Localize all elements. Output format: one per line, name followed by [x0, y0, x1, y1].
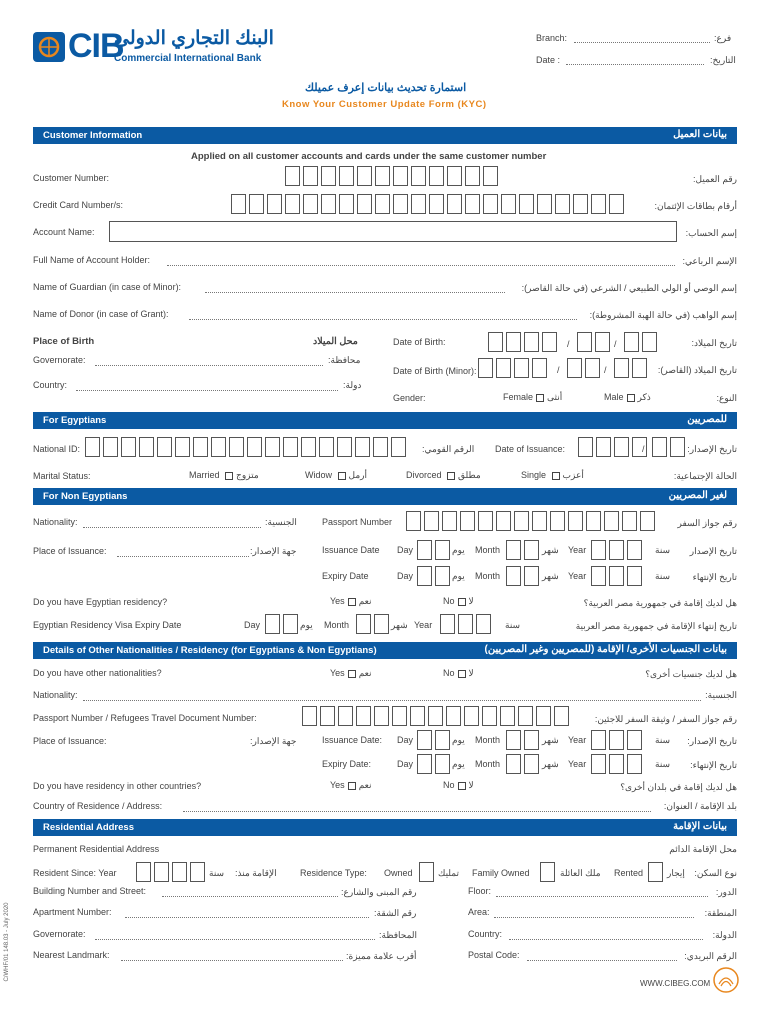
rented-label: Rented [614, 868, 644, 878]
website: WWW.CIBEG.COM [640, 979, 711, 988]
other-issuance-year-label: Year [568, 735, 587, 745]
family-owned-label: Family Owned [472, 868, 530, 878]
other-nat-yes-label: Yes [330, 668, 345, 678]
nationality-label: Nationality: [33, 517, 78, 527]
male-label: Male [604, 392, 624, 402]
other-expiry-month-label-ar: شهر [542, 759, 559, 769]
visa-day-label: Day [244, 620, 261, 630]
donor-field[interactable] [189, 319, 577, 320]
dob-month-cells[interactable] [577, 332, 613, 352]
credit-card-cells[interactable] [231, 194, 627, 214]
resident-since-cells[interactable] [136, 862, 208, 882]
bank-name-en: Commercial International Bank [114, 53, 262, 64]
customer-note: Applied on all customer accounts and cards under the same customer number [191, 151, 547, 162]
other-nationalities-label: Do you have other nationalities? [33, 668, 162, 678]
widow-label: Widow [305, 470, 333, 480]
issuance-date-label: Date of Issuance: [495, 444, 566, 454]
place-of-issuance-label-ar: جهة الإصدار: [250, 546, 297, 556]
residency-yes-label: Yes [330, 596, 345, 606]
other-passport-label: Passport Number / Refugees Travel Document Number: [33, 713, 257, 723]
female-checkbox[interactable] [536, 394, 544, 402]
other-res-no-label-ar: لا [468, 780, 474, 790]
country-label-ar: دولة: [343, 380, 362, 390]
postal-code-label-ar: الرقم البريدي: [684, 951, 737, 961]
other-residency-label-ar: هل لديك إقامة في بلدان أخرى؟ [620, 782, 737, 792]
customer-info-title: Customer Information [43, 130, 143, 141]
nationality-label-ar: الجنسية: [265, 517, 297, 527]
place-of-issuance-label: Place of Issuance: [33, 546, 107, 556]
dob-label: Date of Birth: [393, 337, 446, 347]
address-governorate-label: Governorate: [33, 929, 86, 939]
postal-code-field[interactable] [527, 960, 677, 961]
visa-month-cells[interactable] [356, 614, 392, 634]
landmark-label: Nearest Landmark: [33, 950, 110, 960]
landmark-label-ar: أقرب علامة مميزة: [346, 951, 417, 961]
resident-since-year-ar: سنة [209, 868, 225, 878]
floor-label-ar: الدور: [715, 887, 737, 897]
postal-code-label: Postal Code: [468, 950, 520, 960]
customer-number-label-ar: رقم العميل: [693, 174, 737, 184]
governorate-label-ar: محافظة: [328, 355, 361, 365]
visa-day-label-ar: يوم [300, 620, 313, 630]
egyptians-bar [33, 412, 737, 429]
widow-label-ar: أرمل [348, 470, 368, 480]
issuance-year-label: Year [568, 545, 587, 555]
marital-status-label-ar: الحالة الإجتماعية: [673, 471, 737, 481]
expiry-date-label-ar: تاريخ الإنتهاء [692, 572, 737, 582]
other-nationalities-bar [33, 642, 737, 659]
other-res-yes-option[interactable] [330, 780, 372, 791]
issuance-date-ne-label: Issuance Date [322, 545, 380, 555]
visa-expiry-label: Egyptian Residency Visa Expiry Date [33, 620, 182, 630]
married-option[interactable] [189, 470, 259, 481]
other-issuance-label: Issuance Date: [322, 735, 383, 745]
governorate-label: Governorate: [33, 355, 86, 365]
other-res-yes-checkbox[interactable] [348, 782, 356, 790]
footer-emblem-icon [712, 966, 740, 994]
expiry-day-label-ar: يوم [452, 571, 465, 581]
dob-minor-slash-2: / [604, 365, 607, 375]
branch-field[interactable] [574, 42, 710, 43]
other-issuance-month-label-ar: شهر [542, 735, 559, 745]
other-res-yes-label-ar: نعم [358, 780, 372, 790]
building-label-ar: رقم المبنى والشارع: [341, 887, 417, 897]
dob-day-cells[interactable] [488, 332, 560, 352]
issuance-date-day-cells[interactable] [578, 437, 650, 457]
passport-number-cells[interactable] [406, 511, 658, 531]
single-label: Single [521, 470, 547, 480]
non-egyptians-title: For Non Egyptians [43, 491, 128, 502]
dob-minor-label-ar: تاريخ الميلاد (القاصر): [657, 365, 737, 375]
guardian-label: Name of Guardian (in case of Minor): [33, 282, 182, 292]
visa-year-cells[interactable] [440, 614, 494, 634]
customer-info-bar [33, 127, 737, 144]
national-id-cells[interactable] [85, 437, 409, 457]
expiry-month-label-ar: شهر [542, 571, 559, 581]
customer-number-cells[interactable] [285, 166, 501, 186]
issuance-month-label-ar: شهر [542, 545, 559, 555]
dob-minor-day-cells[interactable] [478, 358, 550, 378]
issuance-month-cells[interactable] [506, 540, 542, 560]
place-of-birth-label: Place of Birth [33, 336, 95, 347]
country-of-residence-field[interactable] [183, 811, 651, 812]
area-label: Area: [468, 907, 490, 917]
issuance-year-label-ar: سنة [655, 545, 671, 555]
issuance-year-cells[interactable] [591, 540, 645, 560]
male-label-ar: ذكر [637, 392, 651, 402]
residency-no-label: No [443, 596, 455, 606]
floor-label: Floor: [468, 886, 492, 896]
other-expiry-label: Expiry Date: [322, 759, 372, 769]
issuance-day-label: Day [397, 545, 414, 555]
other-expiry-label-ar: تاريخ الإنتهاء: [690, 760, 737, 770]
other-expiry-month-label: Month [475, 759, 501, 769]
expiry-day-label: Day [397, 571, 414, 581]
residency-no-option[interactable] [443, 596, 474, 607]
other-issuance-day-label: Day [397, 735, 414, 745]
widow-option[interactable] [305, 470, 367, 481]
visa-month-label: Month [324, 620, 350, 630]
non-egyptians-title-ar: لغير المصريين [668, 490, 727, 501]
widow-checkbox[interactable] [338, 472, 346, 480]
building-field[interactable] [162, 896, 338, 897]
expiry-date-label: Expiry Date [322, 571, 369, 581]
male-option[interactable] [604, 392, 651, 403]
expiry-day-cells[interactable] [417, 566, 453, 586]
other-poi-label: Place of Issuance: [33, 736, 107, 746]
account-name-label-ar: إسم الحساب: [685, 228, 737, 238]
other-issuance-month-cells[interactable] [506, 730, 542, 750]
country-label: Country: [33, 380, 68, 390]
customer-number-label: Customer Number: [33, 173, 110, 183]
country-of-residence-label: Country of Residence / Address: [33, 801, 163, 811]
logo-letters: CIB [68, 27, 124, 65]
form-code: C/WHF/01 148.03 - July 2020 [4, 902, 10, 982]
guardian-label-ar: إسم الوصي أو الولي الطبيعي / الشرعي (في حالة القاصر): [521, 283, 737, 293]
issuance-month-label: Month [475, 545, 501, 555]
apartment-label: Apartment Number: [33, 907, 112, 917]
female-label-ar: أنثى [547, 392, 563, 402]
owned-checkbox[interactable] [419, 862, 434, 882]
country-of-residence-label-ar: بلد الإقامة / العنوان: [663, 801, 737, 811]
single-option[interactable] [521, 470, 584, 481]
address-governorate-label-ar: المحافظة: [379, 930, 418, 940]
male-checkbox[interactable] [627, 394, 635, 402]
other-expiry-year-label-ar: سنة [655, 759, 671, 769]
landmark-field[interactable] [121, 960, 343, 961]
address-country-field[interactable] [509, 939, 703, 940]
residency-no-label-ar: لا [468, 596, 474, 606]
issuance-day-label-ar: يوم [452, 545, 465, 555]
residency-yes-label-ar: نعم [358, 596, 372, 606]
full-name-field[interactable] [167, 265, 675, 266]
marital-status-label: Marital Status: [33, 471, 91, 481]
issuance-slash-1: / [642, 444, 645, 454]
national-id-label: National ID: [33, 444, 81, 454]
residential-address-title: Residential Address [43, 822, 134, 833]
other-nat-no-label: No [443, 668, 455, 678]
other-issuance-day-cells[interactable] [417, 730, 453, 750]
visa-month-label-ar: شهر [391, 620, 408, 630]
residency-yes-option[interactable] [330, 596, 372, 607]
issuance-date-ne-label-ar: تاريخ الإصدار [689, 546, 737, 556]
expiry-month-cells[interactable] [506, 566, 542, 586]
form-title-ar: استمارة تحديث بيانات إعرف عميلك [305, 82, 467, 94]
other-res-no-option[interactable] [443, 780, 474, 791]
single-label-ar: أعزب [562, 470, 584, 480]
egyptian-residency-label: Do you have Egyptian residency? [33, 597, 168, 607]
other-issuance-label-ar: تاريخ الإصدار: [687, 736, 737, 746]
customer-info-title-ar: بيانات العميل [673, 129, 727, 140]
single-checkbox[interactable] [552, 472, 560, 480]
married-checkbox[interactable] [225, 472, 233, 480]
dob-slash-1: / [567, 339, 570, 349]
other-expiry-day-cells[interactable] [417, 754, 453, 774]
full-name-label-ar: الإسم الرباعي: [682, 256, 737, 266]
expiry-month-label: Month [475, 571, 501, 581]
date-label: Date : [536, 55, 561, 65]
egyptians-title: For Egyptians [43, 415, 107, 426]
full-name-label: Full Name of Account Holder: [33, 255, 151, 265]
residence-type-label-ar: نوع السكن: [694, 868, 737, 878]
divorced-checkbox[interactable] [447, 472, 455, 480]
passport-number-label-ar: رقم جواز السفر [677, 518, 737, 528]
other-residency-label: Do you have residency in other countries? [33, 781, 202, 791]
visa-expiry-label-ar: تاريخ إنتهاء الإقامة في جمهورية مصر العربية [575, 621, 737, 631]
other-nationalities-label-ar: هل لديك جنسيات أخرى؟ [645, 669, 737, 679]
visa-day-cells[interactable] [265, 614, 301, 634]
divorced-label-ar: مطلق [458, 470, 481, 480]
other-nationality-label: Nationality: [33, 690, 78, 700]
female-label: Female [503, 392, 534, 402]
residential-address-title-ar: بيانات الإقامة [673, 821, 727, 832]
date-field[interactable] [566, 64, 704, 65]
permanent-address-label: Permanent Residential Address [33, 844, 160, 854]
issuance-date-label-ar: تاريخ الإصدار: [687, 444, 737, 454]
other-nationalities-title-ar: بيانات الجنسيات الأخرى/ الإقامة (للمصريين وغير المصريين) [484, 644, 727, 655]
residential-address-bar [33, 819, 737, 836]
account-name-label: Account Name: [33, 227, 95, 237]
dob-minor-month-cells[interactable] [567, 358, 603, 378]
married-label-ar: متزوج [236, 470, 259, 480]
other-expiry-day-label: Day [397, 759, 414, 769]
resident-since-label-ar: الإقامة منذ: [235, 868, 277, 878]
dob-minor-label: Date of Birth (Minor): [393, 366, 477, 376]
building-label: Building Number and Street: [33, 886, 147, 896]
dob-slash-2: / [614, 339, 617, 349]
other-nat-yes-option[interactable] [330, 668, 372, 679]
credit-card-label-ar: أرقام بطاقات الإئتمان: [654, 201, 737, 211]
area-label-ar: المنطقة: [704, 908, 737, 918]
guardian-field[interactable] [205, 292, 505, 293]
donor-label-ar: إسم الواهب (في حالة الهبة المشروطة): [589, 310, 737, 320]
apartment-label-ar: رقم الشقة: [374, 908, 417, 918]
other-poi-label-ar: جهة الإصدار: [250, 736, 297, 746]
other-expiry-year-cells[interactable] [591, 754, 645, 774]
residence-type-label: Residence Type: [300, 868, 367, 878]
other-nationality-label-ar: الجنسية: [705, 690, 737, 700]
rented-label-ar: إيجار [667, 868, 685, 878]
other-issuance-year-label-ar: سنة [655, 735, 671, 745]
branch-label: Branch: [536, 33, 568, 43]
other-passport-label-ar: رقم جواز السفر / وثيقة السفر للاجئين: [594, 714, 737, 724]
visa-year-label: Year [414, 620, 433, 630]
owned-label-ar: تمليك [438, 868, 459, 878]
other-nat-yes-checkbox[interactable] [348, 670, 356, 678]
resident-since-label: Resident Since: Year [33, 868, 117, 878]
other-expiry-month-cells[interactable] [506, 754, 542, 774]
expiry-year-label-ar: سنة [655, 571, 671, 581]
non-egyptians-bar [33, 488, 737, 505]
divorced-label: Divorced [406, 470, 442, 480]
family-owned-checkbox[interactable] [540, 862, 555, 882]
address-country-label: Country: [468, 929, 503, 939]
branch-label-ar: فرع: [714, 33, 732, 43]
divorced-option[interactable] [406, 470, 481, 481]
form-title-en: Know Your Customer Update Form (KYC) [282, 99, 487, 110]
apartment-field[interactable] [125, 917, 369, 918]
other-passport-cells[interactable] [302, 706, 572, 726]
other-nationality-field[interactable] [83, 700, 701, 701]
other-issuance-year-cells[interactable] [591, 730, 645, 750]
bank-name-ar: البنك التجاري الدولي [114, 28, 274, 49]
other-nat-yes-label-ar: نعم [358, 668, 372, 678]
dob-year-cells[interactable] [624, 332, 660, 352]
issuance-date-month-cells[interactable] [652, 437, 688, 457]
dob-minor-year-cells[interactable] [614, 358, 650, 378]
other-issuance-day-label-ar: يوم [452, 735, 465, 745]
floor-field[interactable] [496, 896, 708, 897]
place-of-birth-label-ar: محل الميلاد [313, 336, 358, 347]
area-field[interactable] [494, 917, 694, 918]
other-nat-no-label-ar: لا [468, 668, 474, 678]
place-of-issuance-field[interactable] [117, 556, 249, 557]
expiry-year-label: Year [568, 571, 587, 581]
female-option[interactable] [503, 392, 562, 403]
other-expiry-day-label-ar: يوم [452, 759, 465, 769]
egyptians-title-ar: للمصريين [687, 414, 727, 425]
other-nationalities-title: Details of Other Nationalities / Residency (for Egyptians & Non Egyptians) [43, 645, 377, 656]
governorate-field[interactable] [95, 365, 323, 366]
gender-label-ar: النوع: [716, 393, 737, 403]
dob-label-ar: تاريخ الميلاد: [691, 338, 737, 348]
passport-number-label: Passport Number [322, 517, 393, 527]
other-res-no-checkbox[interactable] [458, 782, 466, 790]
permanent-address-label-ar: محل الإقامة الدائم [669, 844, 737, 854]
expiry-year-cells[interactable] [591, 566, 645, 586]
visa-year-label-ar: سنة [505, 620, 521, 630]
address-governorate-field[interactable] [95, 939, 375, 940]
other-nat-no-checkbox[interactable] [458, 670, 466, 678]
country-field[interactable] [76, 390, 338, 391]
other-res-yes-label: Yes [330, 780, 345, 790]
family-owned-label-ar: ملك العائلة [560, 868, 601, 878]
other-expiry-year-label: Year [568, 759, 587, 769]
egyptian-residency-label-ar: هل لديك إقامة في جمهورية مصر العربية؟ [583, 598, 737, 608]
donor-label: Name of Donor (in case of Grant): [33, 309, 169, 319]
date-label-ar: التاريخ: [710, 55, 736, 65]
married-label: Married [189, 470, 220, 480]
owned-label: Owned [384, 868, 413, 878]
other-nat-no-option[interactable] [443, 668, 474, 679]
national-id-label-ar: الرقم القومي: [422, 444, 475, 454]
residency-no-checkbox[interactable] [458, 598, 466, 606]
issuance-day-cells[interactable] [417, 540, 453, 560]
credit-card-label: Credit Card Number/s: [33, 200, 124, 210]
other-issuance-month-label: Month [475, 735, 501, 745]
dob-minor-slash-1: / [557, 365, 560, 375]
nationality-field[interactable] [83, 527, 261, 528]
gender-label: Gender: [393, 393, 426, 403]
address-country-label-ar: الدولة: [712, 930, 737, 940]
residency-yes-checkbox[interactable] [348, 598, 356, 606]
cib-logo-icon [33, 32, 65, 62]
account-name-input[interactable] [109, 221, 677, 242]
other-res-no-label: No [443, 780, 455, 790]
rented-checkbox[interactable] [648, 862, 663, 882]
